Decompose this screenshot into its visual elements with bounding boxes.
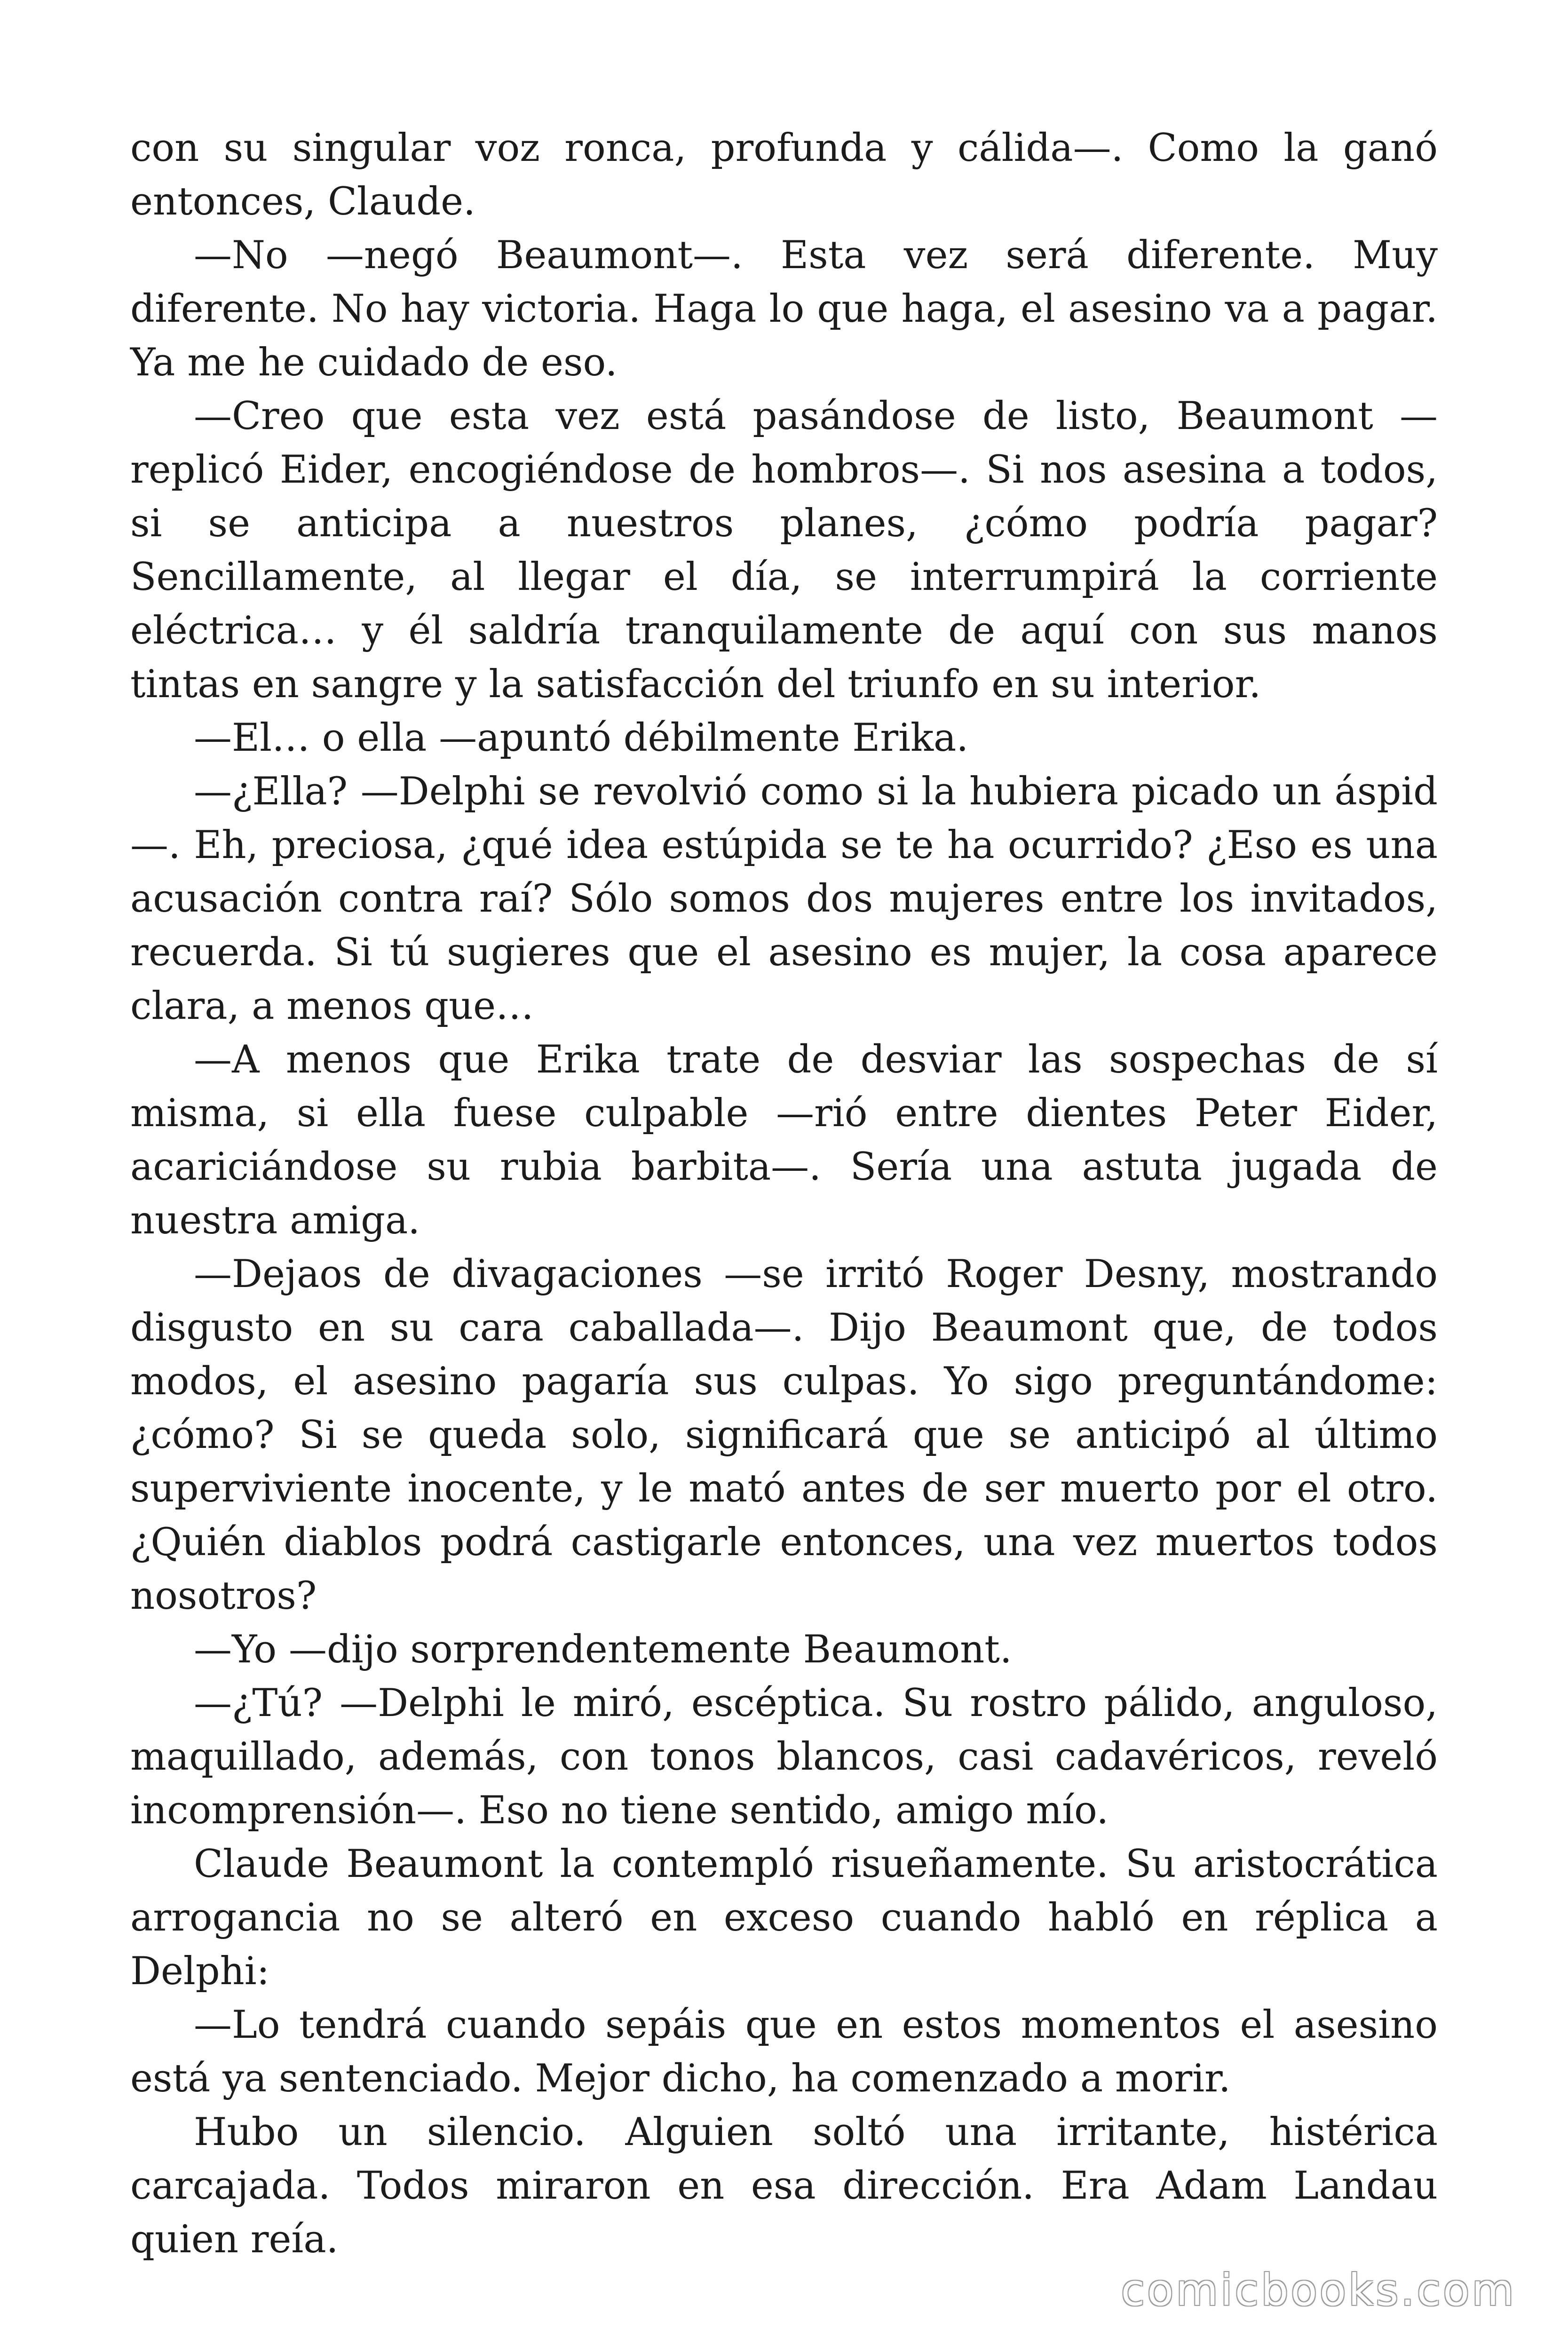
paragraph: —Creo que esta vez está pasándose de listo, Beaumont —replicó Eider, encogiéndose de hombros—. Si nos asesina a todos, si se anticipa a nuestros planes, ¿cómo podría pagar? Sencillamente, al llegar el día, se interrumpirá la corriente eléctrica… y él saldría tranquilamente de aquí con sus manos tintas en sangre y la satisfacción del triunfo en su interior. [130, 394, 1438, 707]
watermark: comicbooks.com [1121, 2265, 1516, 2315]
paragraph: —¿Ella? —Delphi se revolvió como si la hubiera picado un áspid —. Eh, preciosa, ¿qué idea estúpida se te ha ocurrido? ¿Eso es una acusación contra raí? Sólo somos dos mujeres entre los invitados, recuerda. Si tú sugieres que el asesino es mujer, la cosa aparece clara, a menos que… [130, 770, 1438, 1028]
paragraph: Claude Beaumont la contempló risueñamente. Su aristocrática arrogancia no se alteró en exceso cuando habló en réplica a Delphi: [130, 1842, 1438, 1994]
paragraph: —Lo tendrá cuando sepáis que en estos momentos el asesino está ya sentenciado. Mejor dicho, ha comenzado a morir. [130, 2003, 1438, 2101]
paragraph: con su singular voz ronca, profunda y cálida—. Como la ganó entonces, Claude. [130, 126, 1438, 224]
paragraph: —Dejaos de divagaciones —se irritó Roger Desny, mostrando disgusto en su cara caballada—. Dijo Beaumont que, de todos modos, el asesino pagaría sus culpas. Yo sigo preguntándome: ¿cómo? Si se queda solo, significará que se anticipó al último superviviente inocente, y le mató antes de ser muerto por el otro. ¿Quién diablos podrá castigarle entonces, una vez muertos todos nosotros? [130, 1252, 1438, 1618]
page-body [130, 121, 1438, 2266]
paragraph: —¿Tú? —Delphi le miró, escéptica. Su rostro pálido, anguloso, maquillado, además, con tonos blancos, casi cadavéricos, reveló incomprensión—. Eso no tiene sentido, amigo mío. [130, 1681, 1438, 1833]
paragraph: —A menos que Erika trate de desviar las sospechas de sí misma, si ella fuese culpable —rió entre dientes Peter Eider, acariciándose su rubia barbita—. Sería una astuta jugada de nuestra amiga. [130, 1038, 1438, 1243]
paragraph: Hubo un silencio. Alguien soltó una irritante, histérica carcajada. Todos miraron en esa dirección. Era Adam Landau quien reía. [130, 2110, 1438, 2262]
paragraph: —Yo —dijo sorprendentemente Beaumont. [194, 1628, 1012, 1672]
paragraph: —No —negó Beaumont—. Esta vez será diferente. Muy diferente. No hay victoria. Haga lo que haga, el asesino va a pagar. Ya me he cuidado de eso. [130, 233, 1438, 385]
paragraph: —El… o ella —apuntó débilmente Erika. [194, 716, 969, 760]
